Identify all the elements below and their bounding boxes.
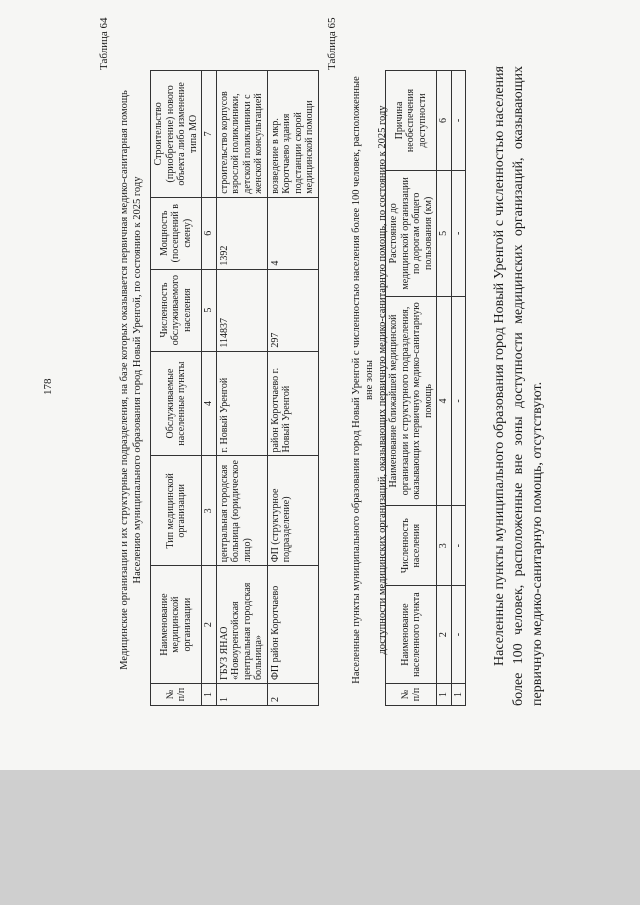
- table-row: [267, 71, 318, 706]
- table-cell: -: [451, 506, 466, 586]
- table-cell: 1: [451, 684, 466, 706]
- table-64-header: № п/п: [151, 684, 202, 706]
- table-65-header: Численность населения: [386, 506, 437, 586]
- table-65-caption-line2: доступности медицинских организаций, оказывающих первичную медико-санитарную помощь, по состоянию к 2025 году: [377, 105, 388, 655]
- column-number: 6: [437, 71, 452, 171]
- column-number: 3: [202, 456, 217, 566]
- table-64-header: Наименование медицинской организации: [151, 566, 202, 684]
- table-cell: ФП (структурное подразделение): [267, 456, 318, 566]
- table-cell: -: [451, 170, 466, 296]
- table-65: [385, 70, 466, 706]
- column-number: 5: [437, 170, 452, 296]
- column-number: 3: [437, 506, 452, 586]
- column-number: 2: [437, 586, 452, 684]
- table-cell: 114837: [216, 269, 267, 351]
- table-65-caption: [350, 70, 389, 690]
- column-number: 1: [437, 684, 452, 706]
- table-64-header: Мощность (посещений в смену): [151, 197, 202, 269]
- table-64-caption-line1: Медицинские организации и их структурные подразделения, на базе которых оказывается первичная медико-санитарная помощь: [119, 90, 130, 670]
- table-65-caption-line1: Населенные пункты муниципального образования город Новый Уренгой с численностью населения более 100 человек, расположенные вне зоны: [351, 76, 375, 684]
- column-number: 1: [202, 684, 217, 706]
- table-65-header-row: [386, 71, 437, 706]
- table-64-caption: [118, 70, 144, 690]
- table-cell: 4: [267, 197, 318, 269]
- column-number: 6: [202, 197, 217, 269]
- table-cell: район Коротчаево г. Новый Уренгой: [267, 351, 318, 456]
- table-cell: г. Новый Уренгой: [216, 351, 267, 456]
- table-65-header: Причина необеспечения доступности: [386, 71, 437, 171]
- table-65-header: Наименование ближайшей медицинской организации и структурного подразделения, оказывающих первичную медико-санитарную помощь: [386, 296, 437, 506]
- table-cell: 2: [267, 684, 318, 706]
- column-number: 4: [437, 296, 452, 506]
- table-row: [451, 71, 466, 706]
- conclusion-paragraph: Населенные пункты муниципального образования город Новый Уренгой с численностью населения более 100 человек, расположенные вне зоны доступности медицинских организаций, оказывающих первичную медико-санитарную помощь, отсутствуют.: [492, 66, 545, 706]
- table-64-label: Таблица 64: [98, 17, 110, 70]
- table-cell: -: [451, 586, 466, 684]
- table-cell: строительство корпусов взрослой поликлиники, детской поликлиники с женской консультацией: [216, 71, 267, 198]
- table-64-caption-line2: Населению муниципального образования город Новый Уренгой, по состоянию к 2025 году: [132, 176, 143, 584]
- column-number: 5: [202, 269, 217, 351]
- page-number: 178: [42, 378, 54, 395]
- column-number: 2: [202, 566, 217, 684]
- table-64-header: Строительство (приобретение) нового объекта либо изменение типа МО: [151, 71, 202, 198]
- table-cell: -: [451, 71, 466, 171]
- table-cell: ФП район Коротчаево: [267, 566, 318, 684]
- table-cell: центральная городская больница (юридическое лицо): [216, 456, 267, 566]
- table-64-header: Численность обслуживаемого населения: [151, 269, 202, 351]
- table-row: [216, 71, 267, 706]
- table-64: [150, 70, 319, 706]
- table-64-column-numbers: [202, 71, 217, 706]
- column-number: 4: [202, 351, 217, 456]
- table-cell: 297: [267, 269, 318, 351]
- column-number: 7: [202, 71, 217, 198]
- table-cell: возведение в мкр. Коротчаево здания подстанции скорой медицинской помощи: [267, 71, 318, 198]
- table-65-header: Наименование населенного пункта: [386, 586, 437, 684]
- table-65-column-numbers: [437, 71, 452, 706]
- table-65-header: № п/п: [386, 684, 437, 706]
- table-cell: -: [451, 296, 466, 506]
- table-64-header: Обслуживаемые населенные пункты: [151, 351, 202, 456]
- scan-background: [0, 770, 640, 905]
- table-64-header: Тип медицинской организации: [151, 456, 202, 566]
- table-cell: 1: [216, 684, 267, 706]
- table-cell: ГБУЗ ЯНАО «Новоуренгойская центральная городская больница»: [216, 566, 267, 684]
- table-65-label: Таблица 65: [326, 17, 338, 70]
- table-65-header: Расстояние до медицинской организации по дорогам общего пользования (км): [386, 170, 437, 296]
- table-64-header-row: [151, 71, 202, 706]
- table-cell: 1392: [216, 197, 267, 269]
